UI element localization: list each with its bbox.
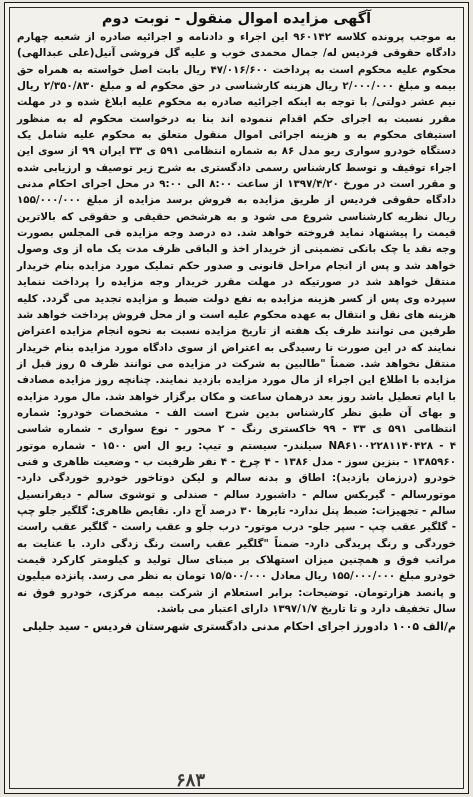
notice-body: به موجب پرونده کلاسه ۹۶۰۱۴۲ این اجراء و دادنامه و اجرائیه صادره از شعبه چهارم دادگاه حقوقی فردیس له/ جمال محمدی خوب و علیه گل فروشی آنیل(علی عبدالهی) محکوم علیه محکوم است به پرداخت ۴۷/۰۱۶/۶۰۰ ریال بابت اصل خواسته به همراه حق بیمه و مبلغ ۲/۰۰۰/۰۰۰ ریال هزینه کارشناسی در حق محکوم له و مبلغ ۲/۳۵۰/۸۳۰ ریال نیم عشر دولتی/ با توجه به اینکه اجرائیه صادره به محکوم علیه ابلاغ شده و در مهلت مقرر نسبت به اجرای حکم اقدام ننموده اند بنا به درخواست محکوم له به منظور استیفای محکوم به و هزینه اجرائی اموال منقول متعلق به محکوم علیه شامل یک دستگاه خودرو سواری ریو مدل ۸۶ به شماره انتظامی ۵۹۱ ی ۳۳ ایران ۹۹ از سوی این اجراء توقیف و توسط کارشناس رسمی دادگستری به شرح زیر توصیف و ارزیابی شده و مقرر است در مورخ ۱۳۹۷/۴/۲۰ از ساعت ۸:۰۰ الی ۹:۰۰ در محل اجرای احکام مدنی دادگاه حقوقی فردیس از طریق مزایده به فروش برسد مزایده از مبلغ ۱۵۵/۰۰۰/۰۰۰ ریال نظریه کارشناسی شروع می شود و به هرشخص حقیقی و حقوقی که بالاترین قیمت را پیشنهاد نماید فروخته خواهد شد. ده درصد وجه مزایده فی المجلس بصورت وجه نقد یا چک بانکی تضمینی از خریدار اخذ و الباقی ظرف مدت یک ماه از وی وصول خواهد شد و پس از انجام مراحل قانونی و صدور حکم تملیک مورد مزایده بنام خریدار منتقل خواهد شد در صورتیکه در مهلت مقرر خریدار وجه مزایده را پرداخت ننماید سپرده وی پس از کسر هزینه مزایده به نفع دولت ضبط و مزایده تجدید می گردد. کلیه هزینه های نقل و انتقال به عهده محکوم علیه است و از محل فروش پرداخت خواهد شد طرفین می توانند ظرف یک هفته از تاریخ مزایده نسبت به نحوه انجام مزایده اعتراض نمایند که در این صورت تا رسیدگی به اعتراض از سوی دادگاه مورد مزایده بنام خریدار منتقل نخواهد شد. ضمناً "طالبین به شرکت در مزایده می توانند ظرف ۵ روز قبل از مزایده با اطلاع این اجراء از مال مورد مزایده بازدید نمایند. چنانچه روز مزایده مصادف با ایام تعطیل باشد روز بعد درهمان ساعت و مکان برگزار خواهد شد. مال مورد مزایده و بهای آن طبق نظر کارشناس بدین شرح است الف - مشخصات خودرو: شماره انتظامی ۵۹۱ ی ۳۳ - ۹۹ خاکستری رنگ - ۲ محور - نوع سواری - شماره شاسی NA۶۱۰۰۲۲۸۱۱۴۰۴۲۸ - ۴ سیلندر- سیستم و تیپ: ریو ال اس ۱۵۰۰ - شماره موتور ۱۳۸۵۹۶۰ - بنزین سوز - مدل ۱۳۸۶ - ۴ چرخ - ۴ نفر ظرفیت ب - وضعیت ظاهری و فنی خودرو (درزمان بازدید): اطاق و بدنه سالم و لیکن دوتاخور خودرو خوردگی دارد- موتورسالم - گیربکس سالم - داشبورد سالم - صندلی و توشوی سالم - دیفرانسیل سالم - تجهیزات: ضبط پنل ندارد- تایرها ۳۰ درصد آج دار. نقایص ظاهری: گلگیر جلو چپ - گلگیر عقب چپ - سپر جلو- درب موتور- درب جلو و عقب راست - گلگیر عقب راست خوردگی و رنگ پریدگی دارد- ضمناً "گلگیر عقب راست رنگ زدگی دارد. با عنایت به مراتب فوق و همچنین میزان استهلاک بر مبنای سال تولید و کیلومتر کارکرد قیمت خودرو مبلغ ۱۵۵/۰۰۰/۰۰۰ ریال معادل ۱۵/۵۰۰/۰۰۰ تومان به نظر می رسد. پانزده میلیون و پانصد هزارتومان. توضیحات: برابر استعلام از شرکت بیمه مرکزی، خودرو فوق نه سال تخفیف دارد و تا تاریخ ۱۳۹۷/۱/۷ دارای اعتبار می باشد. [17,31,457,616]
notice-frame [9,7,464,789]
handwritten-mark: ۶۸۳ [176,770,206,791]
notice-signature: م/الف ۱۰۰۵ دادورز اجرای احکام مدنی دادگستری شهرستان فردیس - سید جلیلی [22,620,456,634]
notice-title: آگهی مزایده اموال منقول - نوبت دوم [101,11,372,27]
notice-clipping [4,2,469,794]
